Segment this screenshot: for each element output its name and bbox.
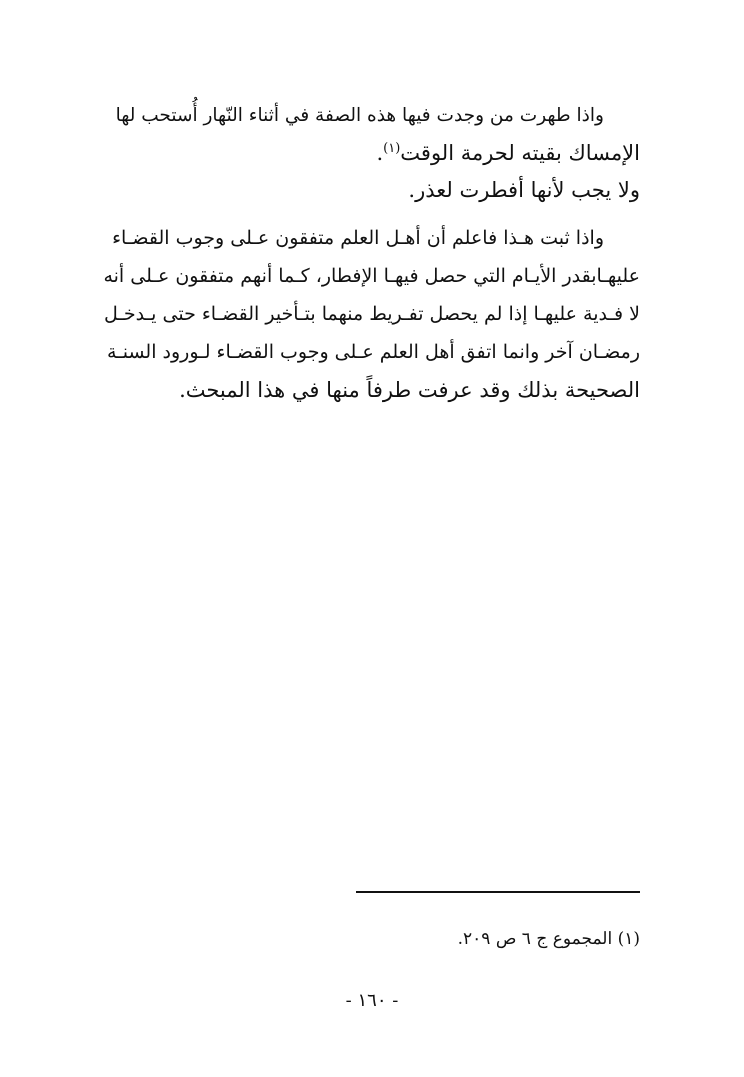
page-number [0, 984, 744, 1018]
para1-line1-text: واذا طهرت من وجدت فيها هذه الصفة في أثناء النّهار أُستحب لها [115, 105, 604, 126]
para3-line4-text: رمضـان آخر وانما اتفق أهل العلم عـلى وجوب القضـاء لـورود السنـة [106, 341, 640, 363]
para1-line1 [104, 96, 640, 136]
footnote-divider [356, 891, 640, 893]
para3-line3-text: لا فـدية عليهـا إذا لم يحصل تفـريط منهما بتـأخير القضـاء حتى يـدخـل [103, 303, 640, 325]
para3-line4 [104, 332, 640, 372]
para1-line2-end: . [376, 141, 384, 165]
footnote-reference: (١) [383, 141, 401, 156]
footnote-text: (١) المجموع ج ٦ ص ٢٠٩. [457, 929, 640, 949]
para3-line1 [104, 218, 640, 258]
para2-line1 [104, 170, 640, 210]
page-number-text: - ١٦٠ - [345, 990, 399, 1011]
para3-line5 [104, 370, 640, 410]
para3-line5-text: الصحيحة بذلك وقد عرفت طرفاً منها في هذا المبحث. [179, 378, 640, 402]
para1-line2 [104, 133, 640, 173]
para3-line2-text: عليهـابقدر الأيـام التي حصل فيهـا الإفطار، كـما أنهم متفقون عـلى أنه [103, 265, 640, 287]
para3-line2 [104, 256, 640, 296]
footnote [104, 922, 640, 956]
para3-line1-text: واذا ثبت هـذا فاعلم أن أهـل العلم متفقون عـلى وجوب القضـاء [112, 227, 604, 249]
para2-line1-text: ولا يجب لأنها أفطرت لعذر. [408, 178, 640, 202]
para1-line2-text: الإمساك بقيته لحرمة الوقت [400, 141, 640, 165]
para3-line3 [104, 294, 640, 334]
